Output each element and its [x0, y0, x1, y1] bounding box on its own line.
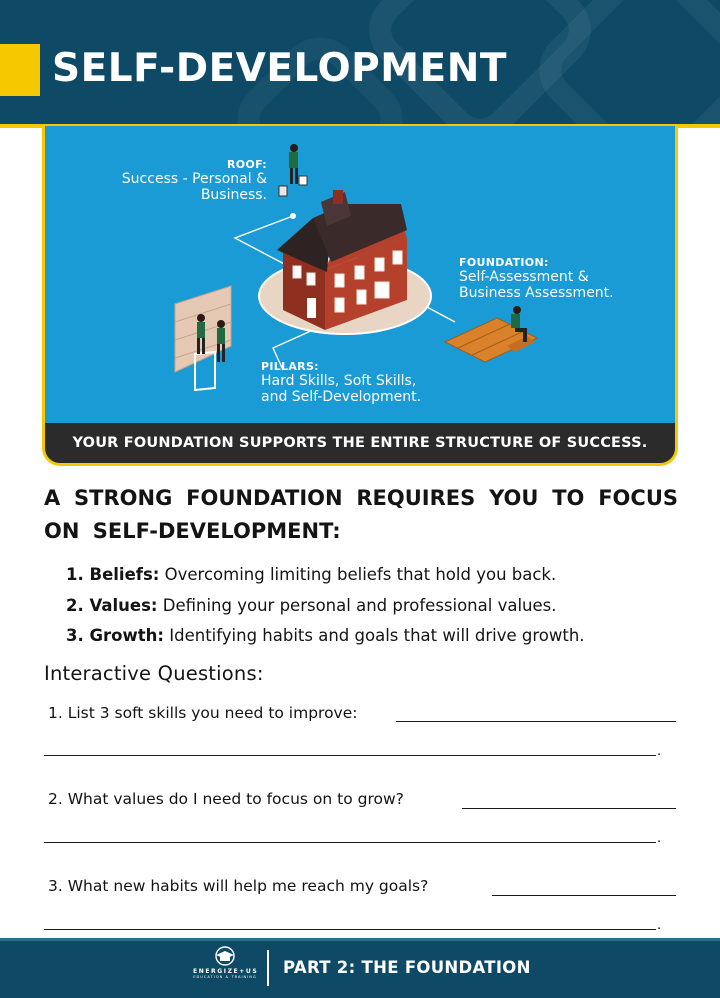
part-label: PART 2: THE FOUNDATION	[283, 958, 531, 977]
foundation-text-line: Business Assessment.	[459, 285, 614, 301]
answer-line[interactable]	[462, 808, 676, 809]
foundation-caption: FOUNDATION:	[459, 256, 549, 269]
foundation-leader-line	[425, 306, 455, 322]
brand-logo	[193, 946, 257, 992]
list-item-label: 2. Values:	[66, 595, 158, 615]
answer-end-period: .	[657, 742, 662, 759]
page-header	[0, 0, 720, 126]
logo-brand-text: ENERGIZE+US	[193, 968, 259, 975]
question-text: 2. What values do I need to focus on to grow?	[48, 790, 404, 808]
foundation-callout	[459, 256, 678, 301]
pillars-callout	[261, 360, 481, 405]
list-item	[66, 621, 585, 652]
header-accent-bar	[0, 44, 40, 96]
list-item-text: Overcoming limiting beliefs that hold you back.	[164, 565, 557, 584]
page-footer	[0, 938, 720, 998]
roof-text-line: Success - Personal &	[121, 171, 267, 187]
answer-line[interactable]	[44, 929, 656, 930]
answer-line[interactable]	[44, 755, 656, 756]
list-item-label: 3. Growth:	[66, 626, 164, 645]
list-item	[66, 591, 585, 622]
graduation-cap-icon	[210, 946, 240, 966]
answer-line[interactable]	[396, 721, 676, 722]
list-item	[66, 560, 585, 591]
question-text: 3. What new habits will help me reach my goals?	[48, 877, 429, 895]
house-door	[307, 298, 316, 318]
pillars-text-line: Hard Skills, Soft Skills,	[261, 373, 417, 389]
answer-line[interactable]	[44, 842, 656, 843]
question-text: 1. List 3 soft skills you need to improve:	[48, 704, 358, 722]
pillars-caption: PILLARS:	[261, 360, 319, 373]
foundation-text-line: Self-Assessment &	[459, 269, 589, 285]
list-item-text: Defining your personal and professional values.	[162, 595, 557, 615]
questions-title: Interactive Questions:	[44, 662, 264, 685]
answer-end-period: .	[657, 916, 662, 933]
illustration-banner: YOUR FOUNDATION SUPPORTS THE ENTIRE STRUCTURE OF SUCCESS.	[45, 423, 675, 463]
roof-worker-figure	[279, 144, 307, 196]
roof-caption: ROOF:	[227, 158, 267, 171]
footer-divider	[267, 950, 269, 986]
footer-top-rule	[0, 938, 720, 941]
foundation-illustration	[42, 126, 678, 466]
page-title: SELF-DEVELOPMENT	[52, 46, 507, 91]
list-item-text: Identifying habits and goals that will drive growth.	[169, 626, 585, 645]
roof-callout	[101, 158, 267, 203]
pillars-text-line: and Self-Development.	[261, 389, 422, 405]
logo-subtitle-text: EDUCATION & TRAINING	[193, 975, 257, 979]
answer-line[interactable]	[492, 895, 676, 896]
chimney	[333, 190, 343, 204]
roof-text-line: Business.	[200, 187, 267, 203]
section-heading: A STRONG FOUNDATION REQUIRES YOU TO FOCUS ON SELF-DEVELOPMENT:	[44, 486, 678, 543]
list-item-label: 1. Beliefs:	[66, 565, 160, 584]
answer-end-period: .	[657, 829, 662, 846]
focus-list	[66, 560, 585, 652]
